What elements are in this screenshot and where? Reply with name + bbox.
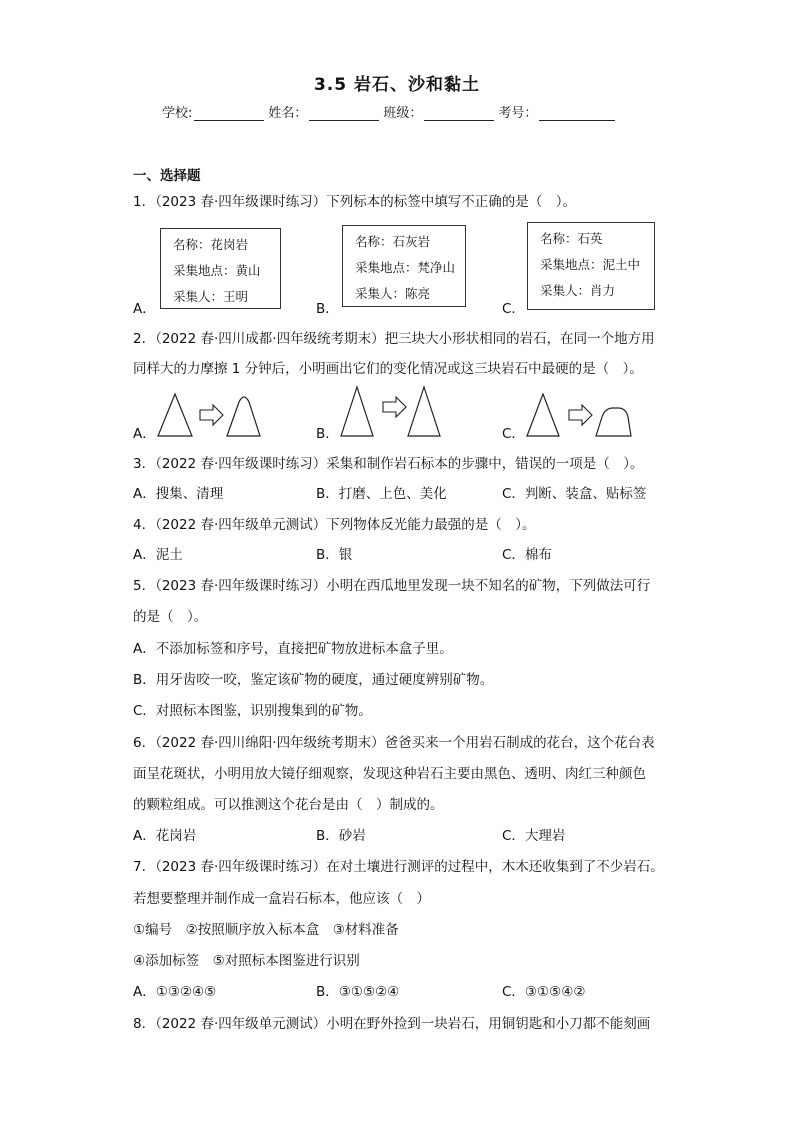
class-blank[interactable]	[424, 106, 494, 121]
page-title: 3.5 岩石、沙和黏土	[313, 75, 481, 95]
card-a-name: 名称：花岗岩	[173, 237, 249, 252]
question-1-option-b[interactable]: B．	[316, 301, 339, 317]
school-label: 学校:	[162, 106, 193, 121]
question-7-option-c[interactable]: C．③①⑤④②	[502, 984, 586, 1000]
triangle-before	[527, 394, 559, 436]
question-2-option-c[interactable]: C．	[502, 426, 525, 442]
exam-no-label: 考号：	[498, 106, 538, 121]
section-title: 一、选择题	[133, 168, 201, 184]
question-1-option-a[interactable]: A．	[133, 301, 156, 317]
rock-wear-diagram-b	[335, 384, 445, 440]
triangle-after	[408, 387, 440, 436]
question-3-option-c[interactable]: C．判断、装盒、贴标签	[502, 486, 647, 502]
question-3-option-b[interactable]: B．打磨、上色、美化	[316, 486, 447, 502]
rock-wear-diagram-c	[522, 390, 634, 440]
arrow-right-icon	[569, 405, 592, 425]
question-6-stem-line-1: 6．（2022 春·四川绵阳·四年级统考期末）爸爸买来一个用岩石制成的花台，这个花台表	[133, 735, 655, 751]
question-5-option-b[interactable]: B．用牙齿咬一咬，鉴定该矿物的硬度，通过硬度辨别矿物。	[133, 672, 494, 688]
question-1-option-c[interactable]: C．	[502, 301, 525, 317]
card-b-name: 名称：石灰岩	[355, 234, 431, 249]
rock-wear-diagram-a	[150, 390, 265, 440]
question-7-option-b[interactable]: B．③①⑤②④	[316, 984, 400, 1000]
question-8-stem-line-1: 8．（2022 春·四年级单元测试）小明在野外捡到一块岩石，用铜钥匙和小刀都不能刻画	[133, 1016, 651, 1032]
question-2-option-a[interactable]: A．	[133, 426, 156, 442]
specimen-label-card-b	[342, 225, 466, 307]
question-6-option-b[interactable]: B．砂岩	[316, 828, 366, 844]
arrow-right-icon	[200, 405, 223, 425]
question-7-stem-line-1: 7．（2023 春·四年级课时练习）在对土壤进行测评的过程中，木木还收集到了不少岩石。	[133, 859, 664, 875]
exam-no-blank[interactable]	[539, 106, 615, 121]
name-label: 姓名：	[268, 106, 308, 121]
specimen-label-card-c	[527, 222, 655, 310]
question-5-stem-line-2: 的是（ ）。	[133, 609, 208, 625]
student-info-row	[162, 102, 619, 121]
question-6-stem-line-3: 的颗粒组成。可以推测这个花台是由（ ）制成的。	[133, 797, 444, 813]
question-6-stem-line-2: 面呈花斑状，小明用放大镜仔细观察，发现这种岩石主要由黑色、透明、肉红三种颜色	[133, 766, 646, 782]
school-blank[interactable]	[194, 106, 264, 121]
question-2-stem-line-1: 2．（2022 春·四川成都·四年级统考期末）把三块大小形状相同的岩石，在同一个地方用	[133, 331, 655, 347]
card-c-name: 名称：石英	[540, 231, 603, 246]
question-3-stem: 3．（2022 春·四年级课时练习）采集和制作岩石标本的步骤中，错误的一项是（ ）。	[133, 456, 644, 472]
question-1-stem: 1．（2023 春·四年级课时练习）下列标本的标签中填写不正确的是（ ）。	[133, 194, 577, 210]
name-blank[interactable]	[309, 106, 379, 121]
card-a-collector: 采集人：王明	[173, 289, 249, 304]
specimen-label-card-a	[160, 228, 281, 309]
question-2-option-b[interactable]: B．	[316, 426, 339, 442]
card-c-collector: 采集人：肖力	[540, 283, 616, 298]
question-4-stem: 4．（2022 春·四年级单元测试）下列物体反光能力最强的是（ ）。	[133, 517, 536, 533]
rounded-top-after	[227, 397, 260, 436]
triangle-before	[341, 387, 373, 436]
card-c-location: 采集地点：泥土中	[540, 257, 641, 272]
card-a-location: 采集地点：黄山	[173, 263, 261, 278]
question-5-stem-line-1: 5．（2023 春·四年级课时练习）小明在西瓜地里发现一块不知名的矿物，下列做法可行	[133, 578, 651, 594]
question-7-steps-line-2: ④添加标签 ⑤对照标本图鉴进行识别	[133, 953, 360, 969]
question-4-option-c[interactable]: C．棉布	[502, 547, 552, 563]
question-7-stem-line-2: 若想要整理并制作成一盒岩石标本，他应该（ ）	[133, 891, 430, 907]
flattened-top-after	[596, 408, 631, 436]
question-5-option-a[interactable]: A．不添加标签和序号，直接把矿物放进标本盒子里。	[133, 641, 453, 657]
arrow-right-icon	[383, 397, 406, 417]
class-label: 班级：	[383, 106, 423, 121]
triangle-before	[158, 394, 192, 436]
card-b-collector: 采集人：陈亮	[355, 286, 431, 301]
card-b-location: 采集地点：梵净山	[355, 260, 456, 275]
question-2-stem-line-2: 同样大的力摩擦 1 分钟后，小明画出它们的变化情况或这三块岩石中最硬的是（ ）。	[133, 361, 643, 377]
question-5-option-c[interactable]: C．对照标本图鉴，识别搜集到的矿物。	[133, 703, 372, 719]
question-3-option-a[interactable]: A．搜集、清理	[133, 486, 224, 502]
question-4-option-b[interactable]: B．银	[316, 547, 353, 563]
question-6-option-a[interactable]: A．花岗岩	[133, 828, 197, 844]
question-6-option-c[interactable]: C．大理岩	[502, 828, 566, 844]
question-4-option-a[interactable]: A．泥土	[133, 547, 183, 563]
question-7-steps-line-1: ①编号 ②按照顺序放入标本盒 ③材料准备	[133, 922, 399, 938]
question-7-option-a[interactable]: A．①③②④⑤	[133, 984, 217, 1000]
